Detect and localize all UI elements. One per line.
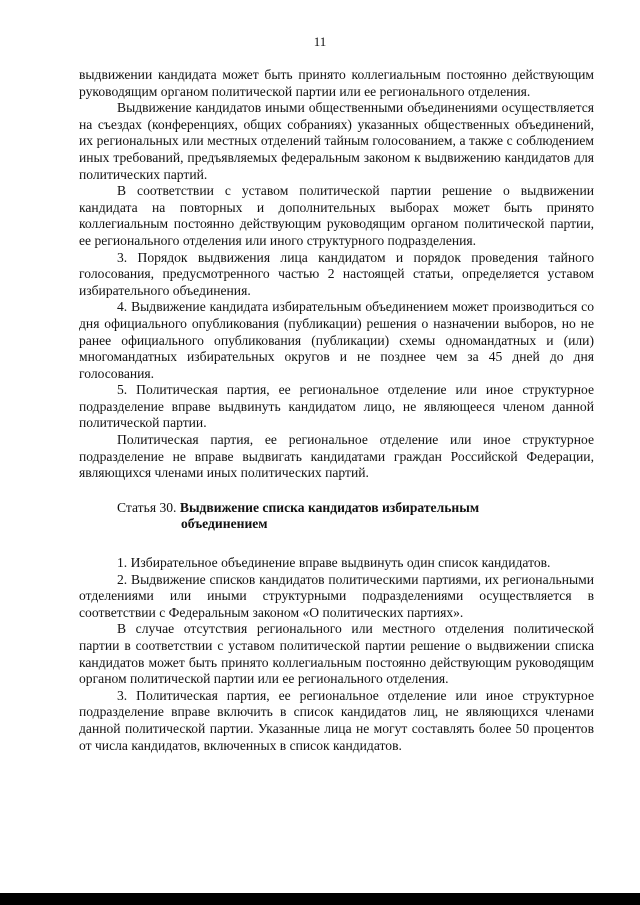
- page-number: 11: [313, 34, 327, 49]
- paragraph: 3. Политическая партия, ее региональное отделение или иное структурное подразделение вправе включить в список кандидатов лиц, не являющихся членами данной политической партии. Указанные лица не могут составлять более 50 процентов от числа кандидатов, включенных в список кандидатов.: [79, 687, 594, 753]
- article-number: Статья 30.: [117, 499, 177, 515]
- paragraph: 1. Избирательное объединение вправе выдвинуть один список кандидатов.: [117, 555, 551, 571]
- paragraph: Политическая партия, ее региональное отделение или иное структурное подразделение не вправе выдвигать кандидатами граждан Российской Федерации, являющихся членами иных политических партий.: [79, 432, 594, 481]
- paragraph: 2. Выдвижение списков кандидатов политическими партиями, их региональными отделениями или иными структурными подразделениями осуществляется в соответствии с Федеральным законом «О политических партиях».: [79, 571, 594, 620]
- article-title-line2: объединением: [181, 516, 268, 532]
- paragraph: В случае отсутствия регионального или местного отделения политической партии в соответствии с уставом политической партии решение о выдвижении списка кандидатов может быть принято коллегиальным постоянно действующим руководящим органом политической партии или ее регионального отделения.: [79, 621, 594, 687]
- document-body: [79, 67, 594, 754]
- paragraph: В соответствии с уставом политической партии решение о выдвижении кандидата на повторных и дополнительных выборах может быть принято коллегиальным постоянно действующим руководящим органом политической партии, ее регионального отделения или иного структурного подразделения.: [79, 183, 594, 248]
- paragraphs-after: [79, 555, 594, 754]
- paragraph: Выдвижение кандидатов иными общественными объединениями осуществляется на съездах (конференциях, общих собраниях) указанных общественных объединений, их региональных или местных отделений тайным голосованием, а также с соблюдением иных требований, предъявляемых федеральным законом к выдвижению кандидатов для политических партий.: [79, 100, 594, 182]
- article-title-line1: Выдвижение списка кандидатов избирательным: [179, 499, 480, 515]
- bottom-scan-bar: [0, 893, 640, 905]
- paragraph: 4. Выдвижение кандидата избирательным объединением может производиться со дня официального опубликования (публикации) решения о назначении выборов, но не ранее официального опубликования (публикации) схемы одномандатных и (или) многомандатных избирательных округов и не позднее чем за 45 дней до дня голосования.: [79, 299, 594, 381]
- paragraph: 5. Политическая партия, ее региональное отделение или иное структурное подразделение вправе выдвинуть кандидатом лицо, не являющееся членом данной политической партии.: [79, 382, 594, 431]
- paragraph: выдвижении кандидата может быть принято коллегиальным постоянно действующим руководящим органом политической партии или ее регионального отделения.: [79, 67, 594, 99]
- article-heading: [79, 500, 594, 533]
- paragraph: 3. Порядок выдвижения лица кандидатом и порядок проведения тайного голосования, предусмотренного частью 2 настоящей статьи, определяется уставом избирательного объединения.: [79, 249, 594, 298]
- paragraphs-before: [79, 67, 594, 482]
